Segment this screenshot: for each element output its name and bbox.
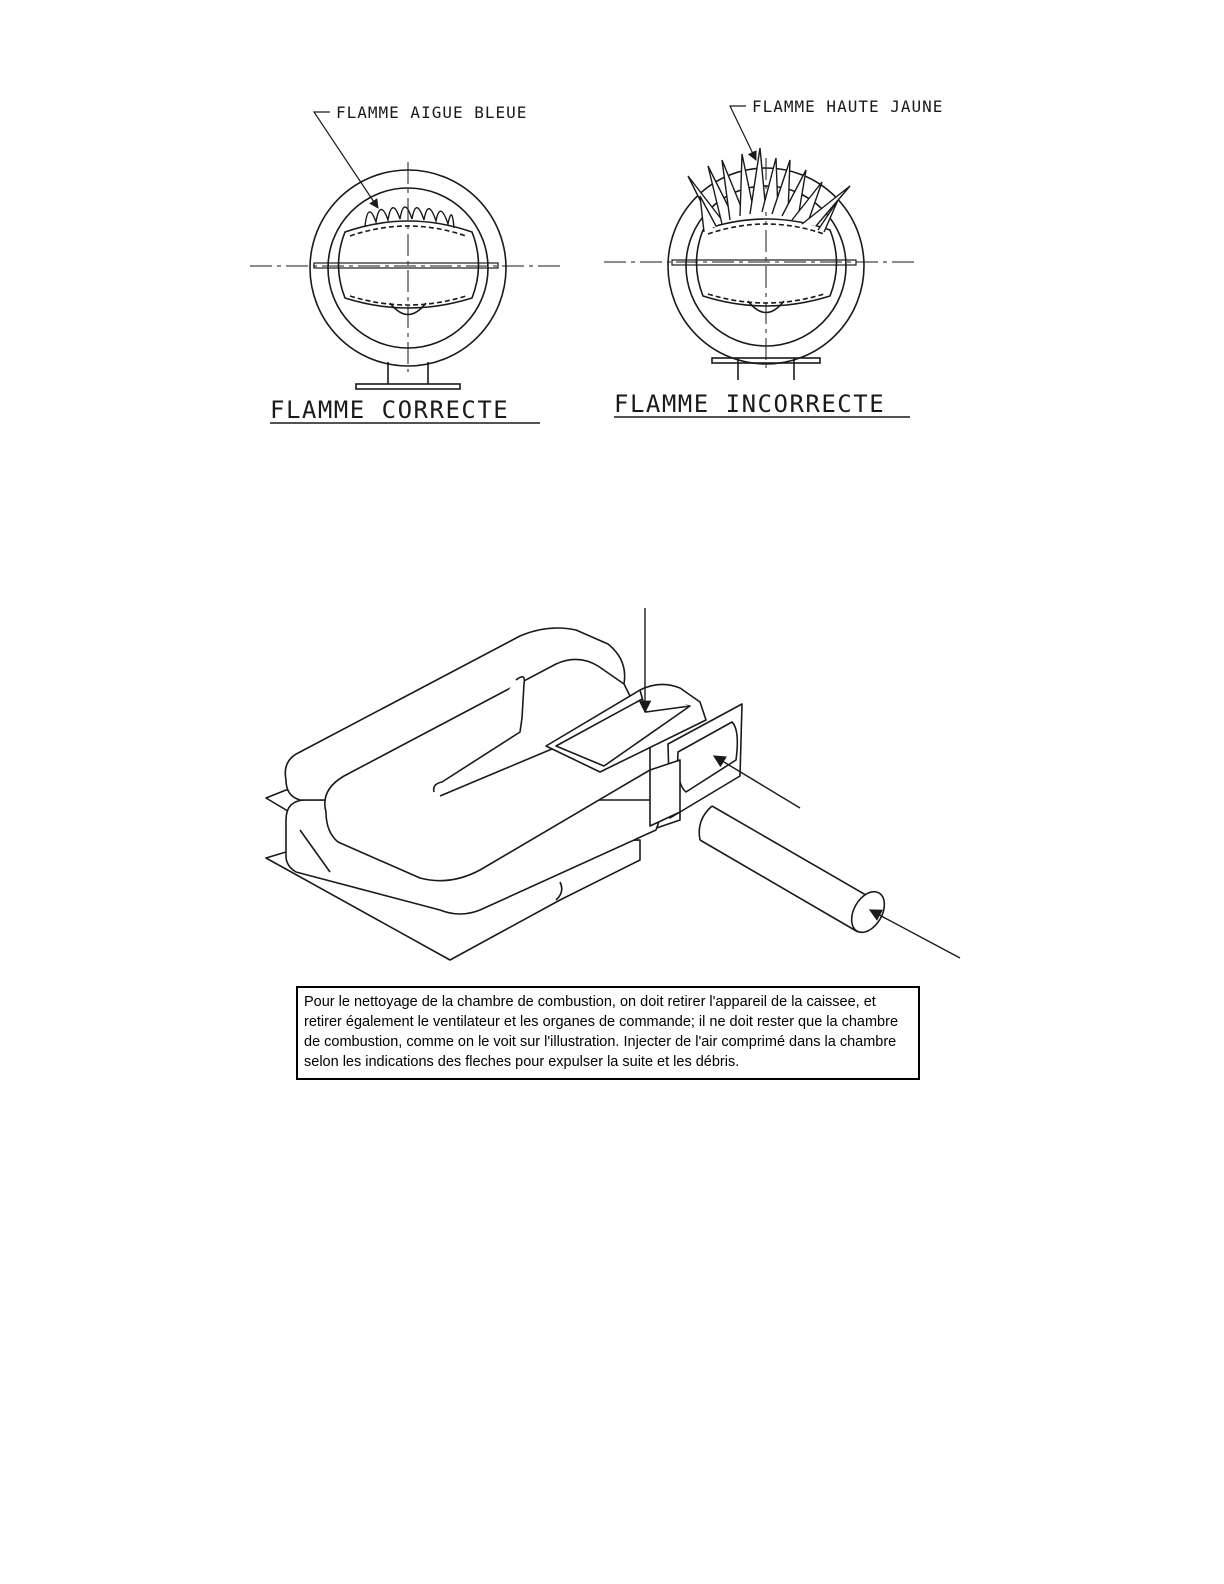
callout-correct-leader [314,112,378,208]
flame-correct-shape [365,207,454,228]
caption-incorrect: FLAMME INCORRECTE [614,390,886,418]
callout-incorrect-text: FLAMME HAUTE JAUNE [752,97,944,116]
caption-correct: FLAMME CORRECTE [270,396,510,424]
air-tube [699,806,891,938]
combustion-chamber-diagram [0,580,1224,1000]
flame-comparison-diagram [0,0,1224,480]
chamber-body [266,628,742,960]
cleaning-instructions: Pour le nettoyage de la chambre de combustion, on doit retirer l'appareil de la caissee, et retirer également le ventilateur et les organes de commande; il ne doit rester que la chambre de combustion, comme on le voit sur l'illustration. Injecter de l'air comprimé dans la chambre selon les indications des fleches pour expulser la suite et les débris. [296,986,920,1080]
callout-correct-text: FLAMME AIGUE BLEUE [336,103,528,122]
burner-correct [250,162,560,389]
tube-arrow [870,910,960,958]
